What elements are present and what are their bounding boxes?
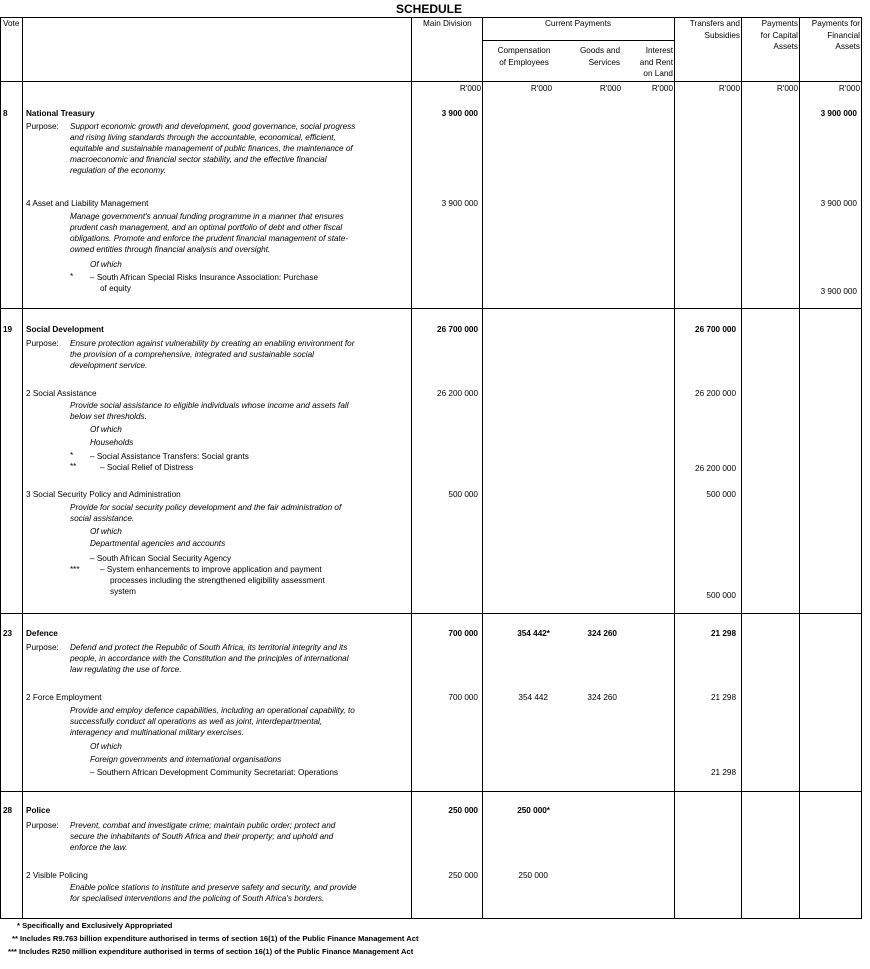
vote-name: Social Development: [26, 325, 104, 334]
purpose-text: Support economic growth and development, good governance, social progress and rising living standards through the accountable, economical, efficient, equitable and sustainable management of public finances, the maintenance of macroeconomic and financial sector stability, and the effective financial regulation of the economy.: [70, 122, 356, 175]
financial-assets-value: 3 900 000: [820, 287, 857, 296]
transfers-value: 500 000: [706, 490, 736, 499]
main-division-header: Main Division: [423, 19, 472, 28]
group-label: Foreign governments and international organisations: [90, 755, 282, 764]
main-division-value: 26 700 000: [437, 325, 478, 334]
line-item: – South African Special Risks Insurance Association: Purchase of equity: [90, 273, 319, 293]
financial-assets-header: Payments for Financial Assets: [811, 19, 860, 51]
purpose-label: Purpose:: [26, 643, 59, 652]
compensation-value: 250 000: [518, 871, 548, 880]
line-item: – Social Relief of Distress: [100, 463, 194, 472]
footnote: * Specifically and Exclusively Appropriated: [17, 921, 173, 930]
current-payments-header: Current Payments: [545, 19, 611, 28]
compensation-value: 250 000*: [517, 806, 550, 815]
purpose-label: Purpose:: [26, 339, 59, 348]
purpose-label: Purpose:: [26, 122, 59, 131]
purpose-text: Ensure protection against vulnerability by creating an enabling environment for the provision of a comprehensive, integrated and sustainable social development service.: [70, 339, 355, 370]
vote-name: Defence: [26, 629, 58, 638]
purpose-label: Purpose:: [26, 821, 59, 830]
footnote-marker: **: [70, 462, 77, 471]
compensation-header: Compensation of Employees: [497, 46, 551, 67]
transfers-value: 500 000: [706, 591, 736, 600]
programme-name: 2 Visible Policing: [26, 871, 88, 880]
transfers-value: 21 298: [710, 629, 736, 638]
footnote-marker: ***: [70, 565, 80, 574]
of-which-label: Of which: [90, 260, 122, 269]
goods-services-value: 324 260: [587, 693, 617, 702]
unit-main: R'000: [459, 84, 481, 93]
line-item: – Southern African Development Community Secretariat: Operations: [90, 768, 339, 777]
purpose-text: Defend and protect the Republic of South Africa, its territorial integrity and its people, in accordance with the Constitution and the principles of international law regulating the use of force.: [70, 643, 349, 674]
unit-capital: R'000: [776, 84, 798, 93]
group-label: Households: [90, 438, 134, 447]
main-division-value: 3 900 000: [441, 199, 478, 208]
transfers-value: 26 700 000: [695, 325, 736, 334]
footnote-marker: *: [70, 451, 74, 460]
programme-name: 2 Social Assistance: [26, 389, 97, 398]
main-division-value: 250 000: [448, 806, 478, 815]
financial-assets-value: 3 900 000: [820, 109, 857, 118]
vote-header: Vote: [3, 19, 20, 28]
transfers-value: 21 298: [710, 693, 736, 702]
main-division-value: 500 000: [448, 490, 478, 499]
main-division-value: 250 000: [448, 871, 478, 880]
unit-interest: R'000: [651, 84, 673, 93]
vote-number: 28: [3, 806, 13, 815]
line-item: – South African Social Security Agency: [90, 554, 232, 563]
of-which-label: Of which: [90, 742, 122, 751]
programme-description: Enable police stations to institute and preserve safety and security, and provide for specialised interventions and the policing of South Africa's borders.: [70, 883, 357, 903]
goods-services-header: Goods and Services: [579, 46, 620, 67]
unit-goods: R'000: [599, 84, 621, 93]
vote-number: 8: [3, 109, 8, 118]
transfers-value: 26 200 000: [695, 464, 736, 473]
programme-name: 4 Asset and Liability Management: [26, 199, 149, 208]
interest-header: Interest and Rent on Land: [639, 46, 673, 78]
transfers-value: 21 298: [710, 768, 736, 777]
unit-financial: R'000: [838, 84, 860, 93]
vote-name: National Treasury: [26, 109, 95, 118]
vote-number: 23: [3, 629, 13, 638]
programme-description: Provide for social security policy development and the fair administration of social assistance.: [70, 503, 342, 523]
programme-description: Provide and employ defence capabilities, including an operational capability, to successfully conduct all operations as well as joint, interdepartmental, interagency and multinational military exercises.: [70, 706, 355, 737]
main-division-value: 3 900 000: [441, 109, 478, 118]
purpose-text: Prevent, combat and investigate crime; maintain public order; protect and secure the inhabitants of South Africa and their property; and uphold and enforce the law.: [70, 821, 336, 852]
line-item: – System enhancements to improve application and payment processes including the strengthened eligibility assessment system: [100, 565, 325, 596]
page-title: SCHEDULE: [395, 2, 462, 16]
footnote-marker: *: [70, 272, 74, 281]
footnote: *** Includes R250 million expenditure authorised in terms of section 16(1) of the Public Finance Management Act: [8, 947, 414, 956]
vote-name: Police: [26, 806, 51, 815]
programme-description: Manage government's annual funding programme in a manner that ensures prudent cash management, and an optimal portfolio of debt and other fiscal obligations. Promote and enforce the prudent financial management of state- owned entities through financial analysis and oversight.: [70, 212, 349, 254]
group-label: Departmental agencies and accounts: [90, 539, 226, 548]
transfers-header: Transfers and Subsidies: [689, 19, 740, 40]
main-division-value: 700 000: [448, 693, 478, 702]
financial-assets-value: 3 900 000: [820, 199, 857, 208]
compensation-value: 354 442*: [517, 629, 550, 638]
capital-assets-header: Payments for Capital Assets: [760, 19, 798, 51]
main-division-value: 26 200 000: [437, 389, 478, 398]
line-item: – Social Assistance Transfers: Social grants: [90, 452, 249, 461]
transfers-value: 26 200 000: [695, 389, 736, 398]
goods-services-value: 324 260: [587, 629, 617, 638]
vote-number: 19: [3, 325, 13, 334]
main-division-value: 700 000: [448, 629, 478, 638]
compensation-value: 354 442: [518, 693, 548, 702]
programme-name: 3 Social Security Policy and Administration: [26, 490, 181, 499]
programme-description: Provide social assistance to eligible individuals whose income and assets fall below set thresholds.: [70, 401, 349, 421]
of-which-label: Of which: [90, 425, 122, 434]
footnote: ** Includes R9.763 billion expenditure authorised in terms of section 16(1) of the Public Finance Management Act: [12, 934, 419, 943]
unit-transfers: R'000: [718, 84, 740, 93]
of-which-label: Of which: [90, 527, 122, 536]
programme-name: 2 Force Employment: [26, 693, 102, 702]
unit-comp: R'000: [530, 84, 552, 93]
